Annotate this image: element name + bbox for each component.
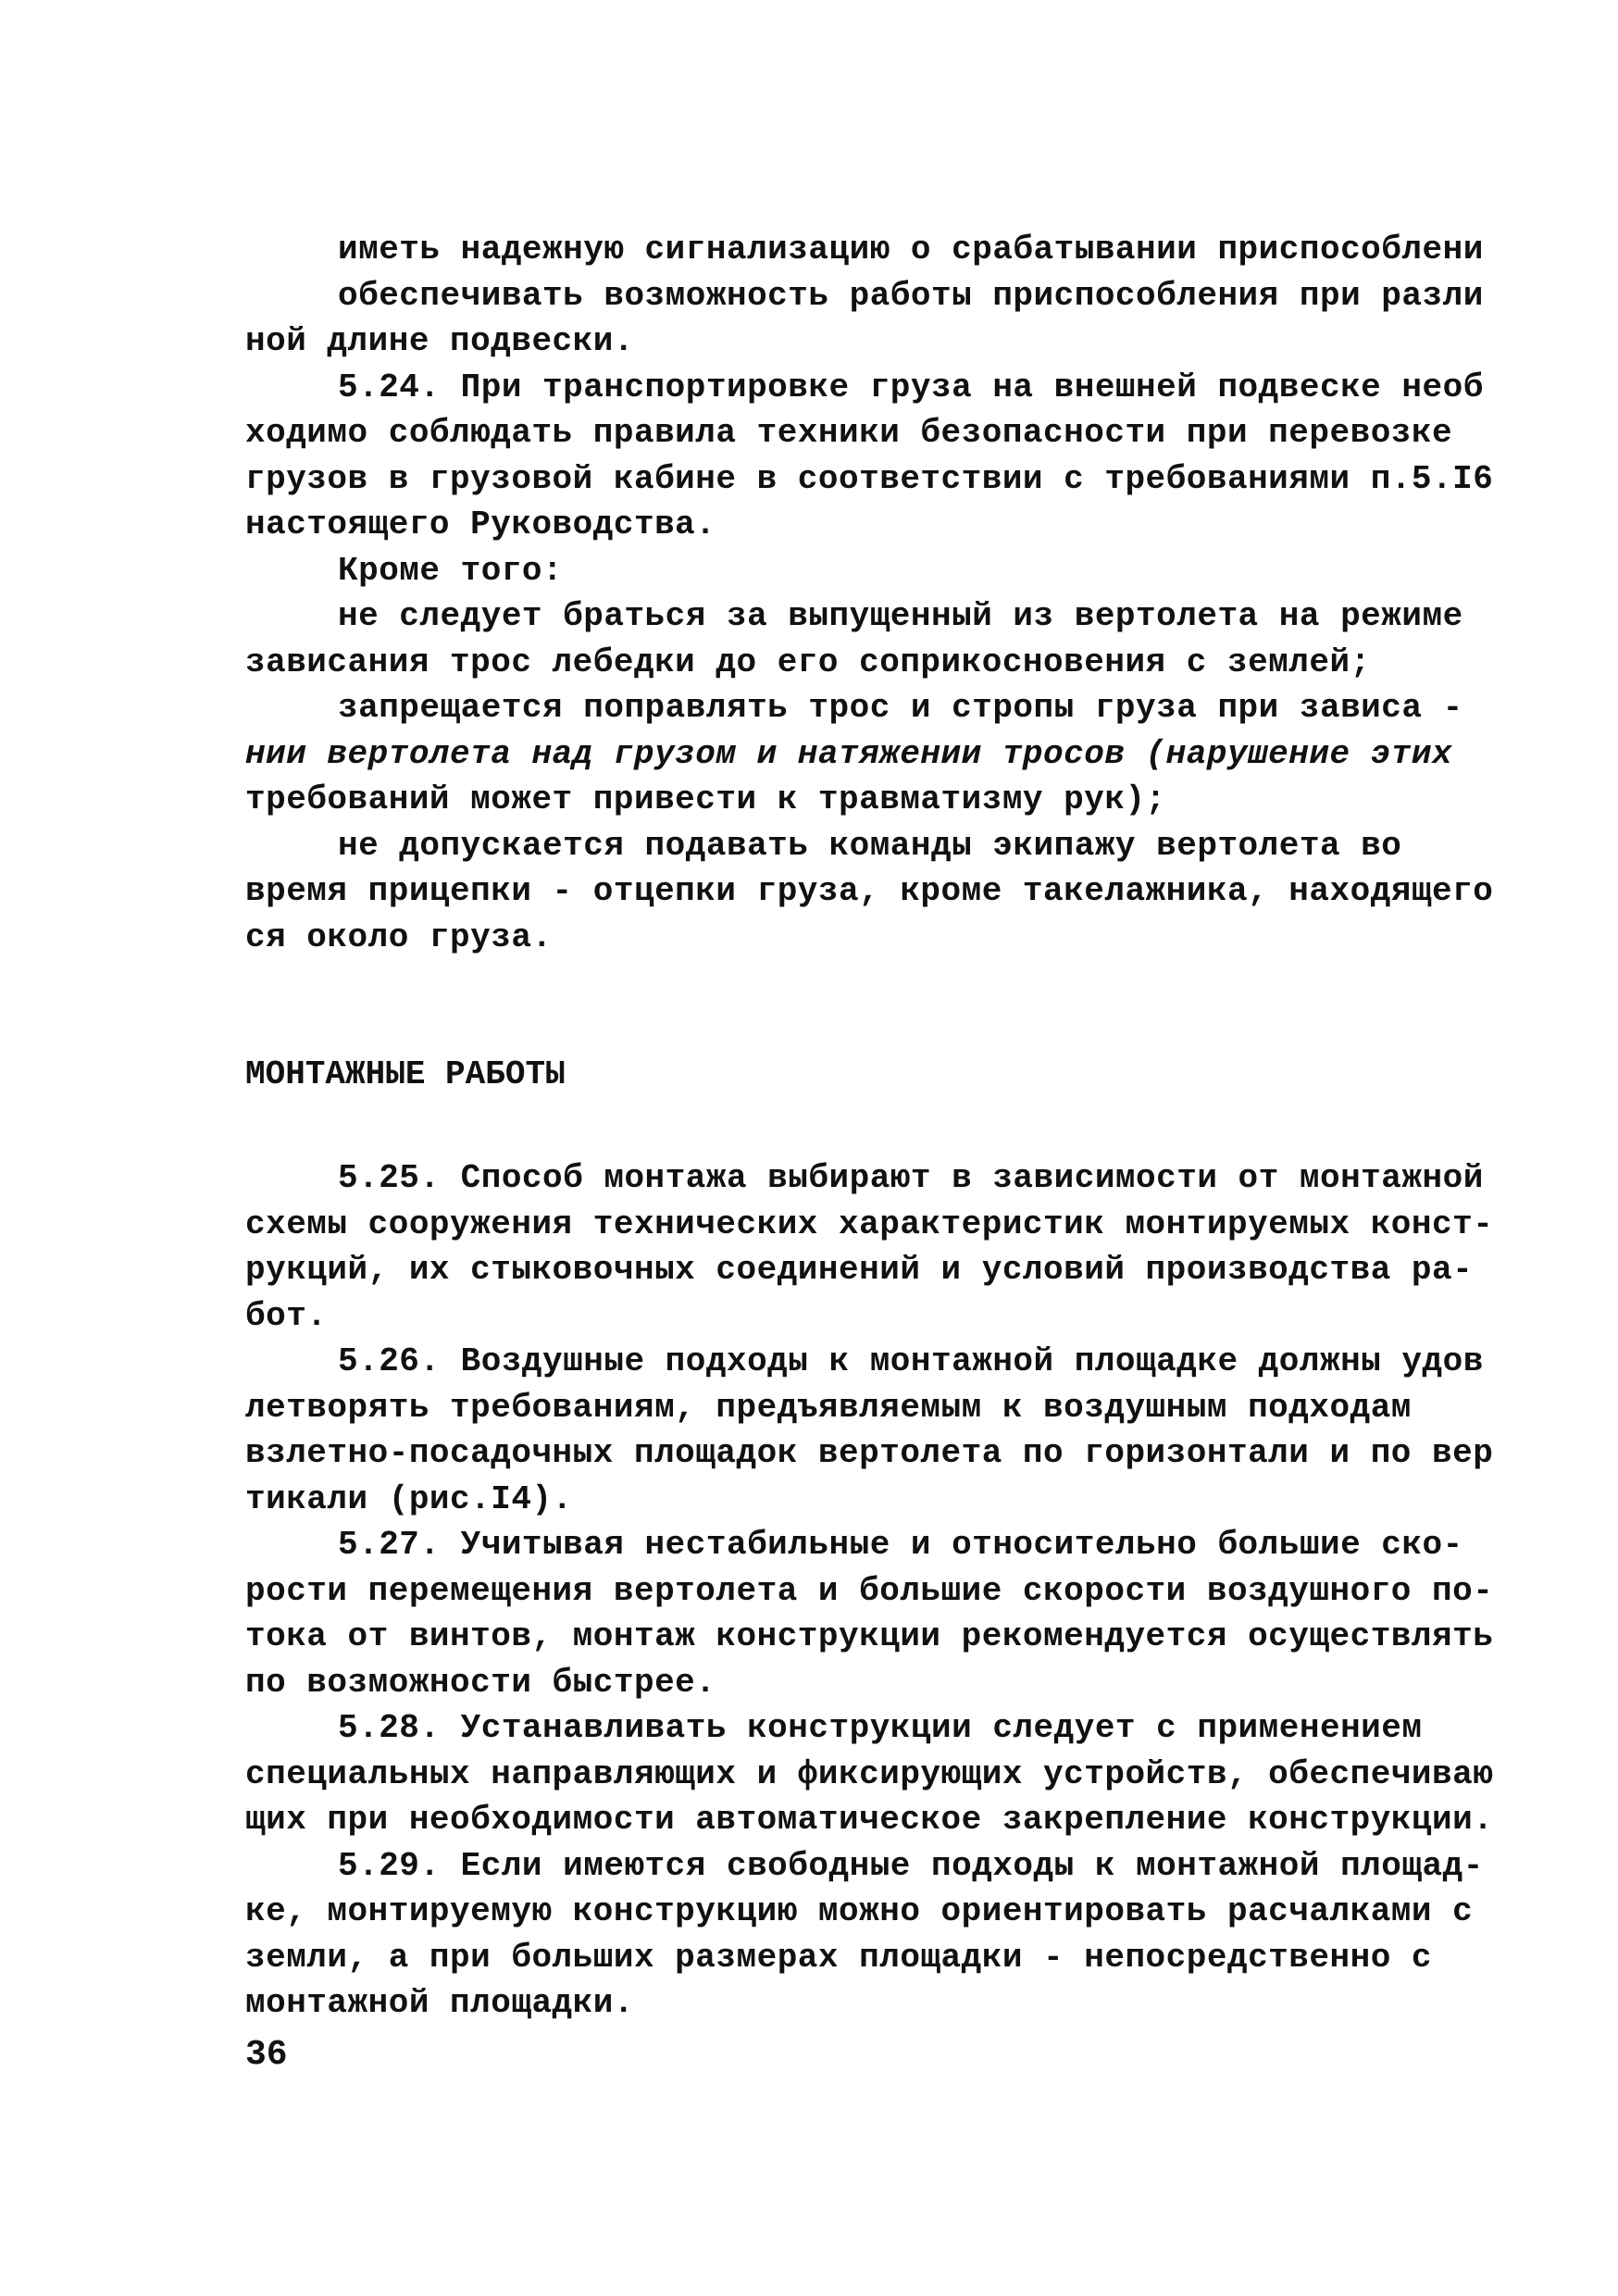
- text-line: рости перемещения вертолета и большие скорости воздушного по-: [245, 1571, 1494, 1610]
- text-line: время прицепки - отцепки груза, кроме такелажника, находящего: [245, 872, 1494, 910]
- text-line: иметь надежную сигнализацию о срабатывании приспособлени: [338, 231, 1484, 268]
- text-line: настоящего Руководства.: [245, 505, 716, 543]
- text-line: не допускается подавать команды экипажу вертолета во: [338, 826, 1402, 865]
- text-line: 5.26. Воздушные подходы к монтажной площадке должны удов: [338, 1342, 1484, 1380]
- text-line: 5.28. Устанавливать конструкции следует с применением: [338, 1709, 1423, 1747]
- text-line: 5.29. Если имеются свободные подходы к монтажной площад-: [338, 1846, 1484, 1885]
- text-block-top: [245, 227, 1494, 960]
- text-line: ной длине подвески.: [245, 322, 634, 360]
- text-line: летворять требованиям, предъявляемым к воздушным подходам: [245, 1388, 1412, 1427]
- text-line: тикали (рис.I4).: [245, 1479, 573, 1518]
- text-line: 5.24. При транспортировке груза на внешней подвеске необ: [338, 368, 1484, 406]
- text-line: специальных направляющих и фиксирующих устройств, обеспечиваю: [245, 1754, 1494, 1793]
- text-line: 5.27. Учитывая нестабильные и относительно большие ско-: [338, 1526, 1463, 1564]
- page-number: 36: [245, 2035, 288, 2075]
- text-line: бот.: [245, 1296, 328, 1335]
- text-line: по возможности быстрее.: [245, 1663, 716, 1702]
- text-line: земли, а при больших размерах площадки - непосредственно с: [245, 1938, 1433, 1977]
- text-line: щих при необходимости автоматическое закрепление конструкции.: [245, 1801, 1494, 1839]
- text-line: нии вертолета над грузом и натяжении тросов (нарушение этих: [245, 734, 1453, 773]
- text-line: зависания трос лебедки до его соприкосновения с землей;: [245, 643, 1371, 681]
- text-line: схемы сооружения технических характеристик монтируемых конст-: [245, 1204, 1494, 1243]
- text-block-bottom: [245, 1155, 1494, 2027]
- text-line: тока от винтов, монтаж конструкции рекомендуется осуществлять: [245, 1617, 1494, 1655]
- text-line: 5.25. Способ монтажа выбирают в зависимости от монтажной: [338, 1159, 1484, 1197]
- text-line: ся около груза.: [245, 917, 553, 956]
- text-line: грузов в грузовой кабине в соответствии с требованиями п.5.I6: [245, 459, 1494, 498]
- text-line: обеспечивать возможность работы приспособления при разли: [338, 276, 1484, 315]
- text-line: монтажной площадки.: [245, 1984, 634, 2022]
- text-line: Кроме того:: [338, 551, 564, 590]
- text-line: ходимо соблюдать правила техники безопасности при перевозке: [245, 414, 1453, 452]
- text-line: взлетно-посадочных площадок вертолета по горизонтали и по вер: [245, 1434, 1494, 1472]
- text-line: запрещается поправлять трос и стропы груза при зависа -: [338, 689, 1463, 727]
- text-line: не следует браться за выпущенный из вертолета на режиме: [338, 597, 1463, 635]
- text-line: ке, монтируемую конструкцию можно ориентировать расчалками с: [245, 1892, 1474, 1930]
- section-heading: МОНТАЖНЫЕ РАБОТЫ: [245, 1055, 566, 1093]
- text-line: рукций, их стыковочных соединений и условий производства ра-: [245, 1251, 1474, 1289]
- text-line: требований может привести к травматизму рук);: [245, 780, 1166, 818]
